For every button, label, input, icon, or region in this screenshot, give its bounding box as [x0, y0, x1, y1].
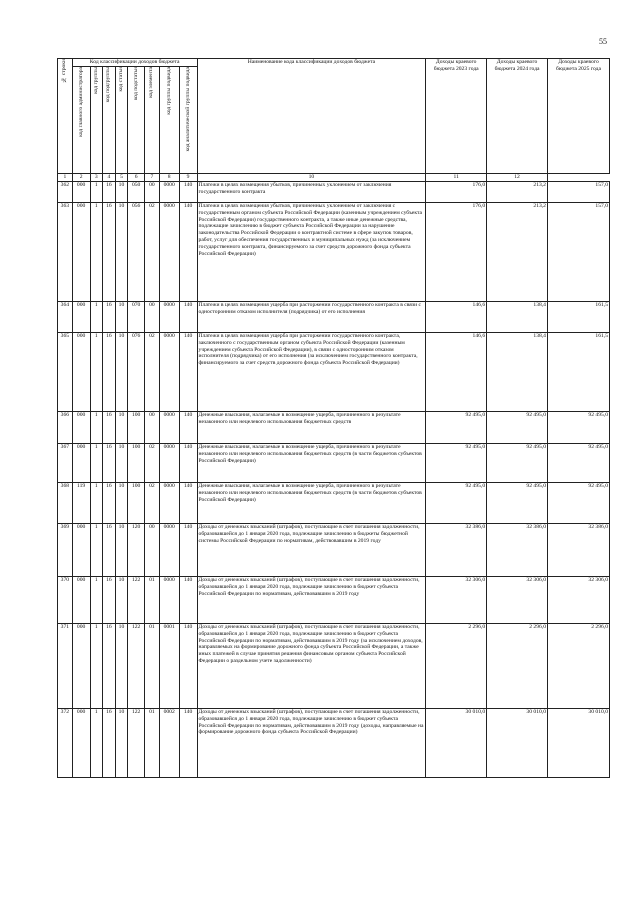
code-cell: 000	[72, 524, 90, 577]
amount-cell: 32 306,0	[426, 577, 487, 624]
row-number-cell: 368	[58, 483, 73, 524]
code-cell: 122	[128, 624, 145, 709]
code-cell: 122	[128, 709, 145, 778]
code-cell: 050	[128, 182, 145, 203]
amount-cell: 32 386,0	[547, 524, 609, 577]
code-cell: 02	[145, 333, 160, 412]
amount-cell: 138,4	[487, 302, 548, 333]
table-row	[58, 412, 610, 444]
amount-cell: 2 296,0	[487, 624, 548, 709]
amount-cell: 32 386,0	[426, 524, 487, 577]
code-cell: 000	[72, 444, 90, 483]
code-col-header: код элемента	[145, 67, 160, 174]
row-number-cell: 370	[58, 577, 73, 624]
column-number: 9	[179, 174, 197, 182]
table-row	[58, 302, 610, 333]
code-col-header: код подстатьи	[128, 67, 145, 174]
code-classification-header: Код классификации доходов бюджета	[72, 59, 197, 67]
code-cell: 100	[128, 444, 145, 483]
page-number: 55	[599, 37, 607, 46]
code-cell: 140	[179, 624, 197, 709]
code-cell: 1	[90, 709, 103, 778]
code-cell: 1	[90, 524, 103, 577]
amount-cell: 92 495,0	[547, 483, 609, 524]
column-number: 3	[90, 174, 103, 182]
amount-cell: 161,5	[547, 302, 609, 333]
table-row	[58, 524, 610, 577]
code-col-header: код подгруппы	[103, 67, 116, 174]
column-number: 1	[58, 174, 73, 182]
name-cell: Доходы от денежных взысканий (штрафов), поступающие в счет погашения задолженности, образовавшейся до 1 января 2020 года, подлежащие зачислению в бюджет субъекта Российской Федерации по нормативам, действовавшим в 2019 году (доходы, направляемые на формирование дорожного фонда субъекта Российской Федерации)	[197, 709, 426, 778]
amount-cell: 213,2	[487, 182, 548, 203]
code-cell: 10	[115, 182, 128, 203]
year-2024-header: Доходы краевого бюджета 2024 года	[487, 59, 548, 174]
code-cell: 02	[145, 444, 160, 483]
amount-cell: 32 386,0	[487, 524, 548, 577]
code-cell: 16	[103, 302, 116, 333]
code-cell: 10	[115, 624, 128, 709]
amount-cell: 92 495,0	[426, 444, 487, 483]
amount-cell: 30 010,0	[426, 709, 487, 778]
row-number-cell: 362	[58, 182, 73, 203]
code-col-header: код аналитической группы подвида	[179, 67, 197, 174]
table-body	[58, 182, 610, 778]
code-cell: 16	[103, 182, 116, 203]
code-cell: 100	[128, 412, 145, 444]
amount-cell: 32 306,0	[487, 577, 548, 624]
code-cell: 10	[115, 333, 128, 412]
code-cell: 0000	[159, 483, 179, 524]
code-cell: 1	[90, 412, 103, 444]
code-col-header: код группы	[90, 67, 103, 174]
name-cell: Денежные взыскания, налагаемые в возмещение ущерба, причиненного в результате незаконного или нецелевого использования бюджетных средств (в части бюджетов субъектов Российской Федерации)	[197, 444, 426, 483]
table-row	[58, 182, 610, 203]
code-cell: 0000	[159, 203, 179, 302]
amount-cell: 138,4	[487, 333, 548, 412]
amount-cell: 176,0	[426, 182, 487, 203]
code-cell: 140	[179, 709, 197, 778]
table-row	[58, 624, 610, 709]
code-cell: 02	[145, 483, 160, 524]
code-cell: 0001	[159, 624, 179, 709]
amount-cell: 213,2	[487, 203, 548, 302]
amount-cell: 161,5	[547, 333, 609, 412]
amount-cell: 157,0	[547, 203, 609, 302]
name-cell: Денежные взыскания, налагаемые в возмещение ущерба, причиненного в результате незаконного или нецелевого использования бюджетных средств (в части бюджетов субъектов Российской Федерации)	[197, 483, 426, 524]
year-2023-header: Доходы краевого бюджета 2023 года	[426, 59, 487, 174]
table-row	[58, 333, 610, 412]
code-cell: 10	[115, 203, 128, 302]
code-cell: 000	[72, 182, 90, 203]
amount-cell: 30 010,0	[547, 709, 609, 778]
code-cell: 10	[115, 577, 128, 624]
code-cell: 100	[128, 483, 145, 524]
code-cell: 000	[72, 333, 90, 412]
code-cell: 00	[145, 302, 160, 333]
code-cell: 000	[72, 624, 90, 709]
code-cell: 000	[72, 412, 90, 444]
amount-cell: 92 495,0	[487, 483, 548, 524]
amount-cell: 176,0	[426, 203, 487, 302]
name-cell: Платежи в целях возмещения ущерба при расторжении государственного контракта, заключенного с государственным органом субъекта Российской Федерации (казенным учреждением субъекта Российской Федерации), в связи с односторонним отказом исполнителя (подрядчика) от его исполнения (за исключением государственного контракта, финансируемого за счет средств дорожного фонда субъекта Российской Федерации)	[197, 333, 426, 412]
code-cell: 10	[115, 709, 128, 778]
table-row	[58, 577, 610, 624]
amount-cell: 92 495,0	[426, 412, 487, 444]
code-cell: 00	[145, 412, 160, 444]
code-cell: 1	[90, 203, 103, 302]
code-cell: 000	[72, 302, 90, 333]
column-number: 4	[103, 174, 116, 182]
code-cell: 0000	[159, 412, 179, 444]
code-cell: 16	[103, 709, 116, 778]
code-cell: 1	[90, 444, 103, 483]
code-cell: 140	[179, 203, 197, 302]
code-cell: 000	[72, 577, 90, 624]
code-cell: 000	[72, 203, 90, 302]
code-cell: 140	[179, 333, 197, 412]
code-cell: 140	[179, 182, 197, 203]
amount-cell: 146,6	[426, 333, 487, 412]
code-cell: 0002	[159, 709, 179, 778]
code-cell: 16	[103, 333, 116, 412]
amount-cell: 2 296,0	[426, 624, 487, 709]
row-number-cell: 365	[58, 333, 73, 412]
table-row	[58, 444, 610, 483]
code-cell: 10	[115, 412, 128, 444]
name-cell: Платежи в целях возмещения убытков, причиненных уклонением от заключения с государственным органом субъекта Российской Федерации (казенным учреждением субъекта Российской Федерации) государственного контракта, а также иные денежные средства, подлежащие зачислению в бюджет субъекта Российской Федерации за нарушение законодательства Российской Федерации о контрактной системе в сфере закупок товаров, работ, услуг для обеспечения государственных и муниципальных нужд (за исключением государственного контракта, финансируемого за счет средств дорожного фонда субъекта Российской Федерации)	[197, 203, 426, 302]
amount-cell: 146,6	[426, 302, 487, 333]
code-cell: 16	[103, 203, 116, 302]
table-row	[58, 203, 610, 302]
code-cell: 02	[145, 203, 160, 302]
amount-cell: 30 010,0	[487, 709, 548, 778]
code-cell: 0000	[159, 333, 179, 412]
amount-cell: 92 495,0	[547, 444, 609, 483]
budget-income-table	[57, 58, 610, 778]
code-cell: 10	[115, 483, 128, 524]
code-cell: 0000	[159, 302, 179, 333]
name-header: Наименование кода классификации доходов бюджета	[197, 59, 426, 174]
column-number-row	[58, 174, 610, 182]
code-col-header: код главного администратора	[72, 67, 90, 174]
code-cell: 00	[145, 182, 160, 203]
row-number-cell: 364	[58, 302, 73, 333]
code-cell: 16	[103, 524, 116, 577]
code-cell: 1	[90, 624, 103, 709]
code-cell: 140	[179, 302, 197, 333]
code-cell: 0000	[159, 444, 179, 483]
name-cell: Платежи в целях возмещения убытков, причиненных уклонением от заключения государственного контракта	[197, 182, 426, 203]
code-cell: 056	[128, 203, 145, 302]
code-cell: 076	[128, 333, 145, 412]
code-cell: 000	[72, 709, 90, 778]
row-number-header: № строки	[58, 59, 73, 174]
code-cell: 140	[179, 577, 197, 624]
code-col-header: код статьи	[115, 67, 128, 174]
code-cell: 122	[128, 577, 145, 624]
code-cell: 1	[90, 182, 103, 203]
row-number-cell: 367	[58, 444, 73, 483]
column-number: 12	[487, 174, 548, 182]
amount-cell: 92 495,0	[487, 444, 548, 483]
code-cell: 16	[103, 577, 116, 624]
row-number-cell: 366	[58, 412, 73, 444]
code-cell: 1	[90, 333, 103, 412]
code-cell: 10	[115, 444, 128, 483]
name-cell: Доходы от денежных взысканий (штрафов), поступающие в счет погашения задолженности, образовавшейся до 1 января 2020 года, подлежащие зачислению в бюджет субъекта Российской Федерации по нормативам, действовавшим в 2019 году	[197, 577, 426, 624]
code-cell: 10	[115, 302, 128, 333]
column-number: 2	[72, 174, 90, 182]
code-cell: 0000	[159, 577, 179, 624]
name-cell: Платежи в целях возмещения ущерба при расторжении государственного контракта в связи с односторонним отказом исполнителя (подрядчика) от его исполнения	[197, 302, 426, 333]
code-cell: 16	[103, 483, 116, 524]
code-cell: 0000	[159, 524, 179, 577]
column-number: 8	[159, 174, 179, 182]
code-cell: 10	[115, 524, 128, 577]
year-2025-header: Доходы краевого бюджета 2025 года	[547, 59, 609, 174]
column-number: 10	[197, 174, 426, 182]
name-cell: Доходы от денежных взысканий (штрафов), поступающие в счет погашения задолженности, образовавшейся до 1 января 2020 года, подлежащие зачислению в бюджет субъекта Российской Федерации по нормативам, действовавшим в 2019 году (за исключением доходов, направляемых на формирование дорожного фонда субъекта Российской Федерации, а также иных платежей в случае принятия решения финансовым органом субъекта Российской Федерации о раздельном учете задолженности)	[197, 624, 426, 709]
amount-cell: 32 306,0	[547, 577, 609, 624]
table-row	[58, 483, 610, 524]
code-cell: 16	[103, 444, 116, 483]
table-row	[58, 709, 610, 778]
code-cell: 1	[90, 483, 103, 524]
code-col-header: код группы подвида	[159, 67, 179, 174]
code-cell: 140	[179, 444, 197, 483]
amount-cell: 92 495,0	[426, 483, 487, 524]
code-cell: 01	[145, 624, 160, 709]
code-cell: 070	[128, 302, 145, 333]
column-number: 11	[426, 174, 487, 182]
row-number-cell: 369	[58, 524, 73, 577]
column-number: 5	[115, 174, 128, 182]
code-cell: 00	[145, 524, 160, 577]
code-cell: 120	[128, 524, 145, 577]
amount-cell: 157,0	[547, 182, 609, 203]
code-cell: 119	[72, 483, 90, 524]
column-number: 7	[145, 174, 160, 182]
name-cell: Денежные взыскания, налагаемые в возмещение ущерба, причиненного в результате незаконного или нецелевого использования бюджетных средств	[197, 412, 426, 444]
code-cell: 1	[90, 302, 103, 333]
code-cell: 01	[145, 709, 160, 778]
code-cell: 1	[90, 577, 103, 624]
column-number: 6	[128, 174, 145, 182]
code-cell: 16	[103, 624, 116, 709]
code-cell: 140	[179, 524, 197, 577]
amount-cell: 92 495,0	[547, 412, 609, 444]
row-number-cell: 371	[58, 624, 73, 709]
amount-cell: 2 296,0	[547, 624, 609, 709]
code-cell: 01	[145, 577, 160, 624]
code-cell: 0000	[159, 182, 179, 203]
code-cell: 140	[179, 412, 197, 444]
code-cell: 140	[179, 483, 197, 524]
code-cell: 16	[103, 412, 116, 444]
row-number-cell: 372	[58, 709, 73, 778]
name-cell: Доходы от денежных взысканий (штрафов), поступающие в счет погашения задолженности, образовавшейся до 1 января 2020 года, подлежащие зачислению в бюджеты бюджетной системы Российской Федерации по нормативам, действовавшим в 2019 году	[197, 524, 426, 577]
row-number-cell: 363	[58, 203, 73, 302]
amount-cell: 92 495,0	[487, 412, 548, 444]
